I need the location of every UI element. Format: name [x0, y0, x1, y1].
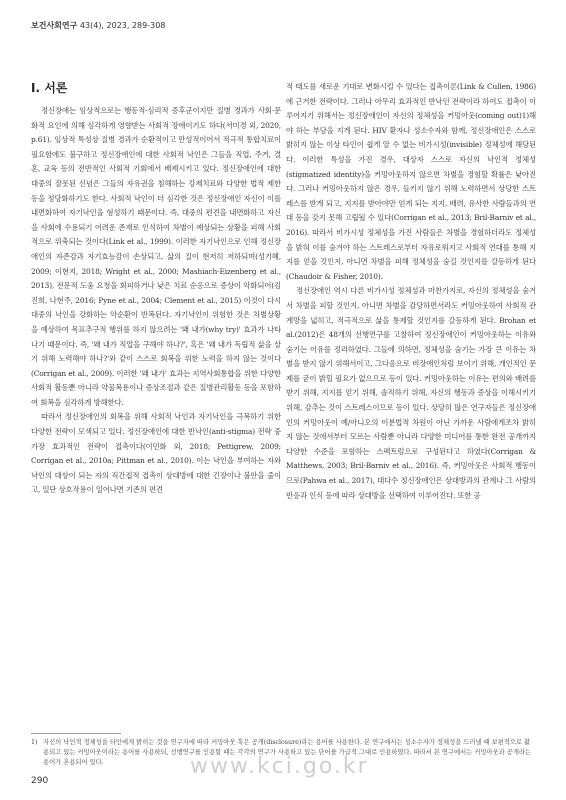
journal-name: 보건사회연구 — [31, 21, 78, 30]
section-title: Ⅰ. 서론 — [31, 81, 68, 95]
right-column — [286, 80, 536, 503]
paragraph: 적 태도를 새로운 기대로 변화시킬 수 있다는 접촉이론(Link & Cullen, 1986)에 근거한 전략이다. 그러나 아무리 효과적인 반낙인 전략이라 하여도 접촉이 이루어지기 위해서는 정신장애인이 자신의 정체성을 커밍아웃(coming out)1)해야 하는 부담을 지게 된다. HIV 환자나 성소수자와 함께, 정신장애인은 스스로 밝히지 않는 이상 타인이 쉽게 알 수 없는 비가시성(invisible) 정체성에 해당된다. 이러한 특성을 가진 경우, 대상자 스스로 자신의 낙인적 정체성(stigmatized identity)을 커밍아웃하지 않으면 차별을 경험할 확률은 낮아진다. 그러나 커밍아웃하지 않은 경우, 들키지 않기 위해 노력하면서 상당한 스트레스를 받게 되고, 지지를 받아야만 얻게 되는 지지, 배려, 유사한 사람들과의 연대 등을 갖지 못해 고립될 수 있다(Corrigan et al., 2013; Bril-Barniv et al., 2016). 따라서 비가시성 정체성을 가진 사람들은 차별을 경험하더라도 정체성을 밝혀 이를 숨겨야 하는 스트레스로부터 자유로워지고 사회적 연대를 통해 지지를 얻을 것인지, 아니면 차별을 피해 정체성을 숨길 것인지를 갈등하게 된다(Chaudoir & Fisher, 2010). — [286, 82, 536, 281]
paragraph: 정신장애는 임상적으로는 행동적·심리적 증후군이지만 질병 경과가 사회·문화적 요인에 의해 심각하게 영향받는 사회적 장애이기도 하다(서미경 외, 2020, p.61). 임상적 특성상 질병 경과가 순환적이고 만성적이어서 적극적 통합치료이 필요함에도 불구하고 정신장애인에 대한 사회적 낙인은 그들을 직업, 주거, 결혼, 교육 등의 전반적인 사회적 기회에서 배제시키고 있다. 정신장애인에 대한 대중의 잘못된 신념은 그들의 자유권을 침해하는 강제치료와 다양한 법적 제한 등을 정당화하기도 한다. 사회적 낙인이 더 심각한 것은 정신장애인 자신이 이를 내면화하여 자기낙인을 형성하기 때문이다. 즉, 대중의 편견을 내면화하고 자신을 사회에 수용되기 어려운 존재로 인식하여 차별이 예상되는 상황을 피해 사회적으로 위축되는 것이다(Link et al., 1999). 이러한 자기낙인으로 인해 정신장애인의 자존감과 자기효능감이 손상되고, 삶의 질이 현저히 저하되며(성기혜, 2009; 이현지, 2018; Wright et al., 2000; Mashiach-Eizenberg et al., 2013), 전문적 도움 요청을 회피하거나 낮은 치료 순응으로 증상이 악화되어(김진희, 나현주, 2016; Pyne et al., 2004; Clement et al., 2015) 이것이 다시 대중의 낙인을 강화하는 악순환이 반복된다. 자기낙인이 위험한 것은 차별상황을 예상하여 목표추구적 행위를 하지 않으려는 '왜 내가(why try)' 효과가 나타나기 때문이다. 즉, '왜 내가 직업을 구해야 하나?', 혹은 '왜 내가 독립적 삶을 살기 위해 노력해야 하나?'와 같이 스스로 회복을 위한 노력을 하지 않는 것이다(Corrigan et al., 2009). 이러한 '왜 내가' 효과는 지역사회통합을 위한 다양한 사회적 활동뿐 아니라 약물복용이나 증상조절과 같은 질병관리활동 등을 포함하여 회복을 심각하게 방해한다. — [31, 106, 281, 407]
footnote-divider — [31, 733, 121, 734]
footnote-number: 1) — [31, 739, 38, 746]
running-header — [31, 20, 165, 31]
journal-citation: 43(4), 2023, 289-308 — [79, 21, 166, 30]
footnote-text: 자신의 낙인적 정체성을 타인에게 밝히는 것을 연구자에 따라 커밍아웃 혹은 공개(disclosure)라는 용어를 사용한다. 본 연구에서는 성소수자가 정체성을 드러낼 때 보편적으로 활용되고 있는 커밍아웃이라는 용어를 사용하되, 선행연구를 인용할 때는 각각의 연구가 사용하고 있는 단어를 가급적 그대로 인용하였다. 따라서 본 연구에서는 커밍아웃과 공개라는 용어가 혼용되어 있다. — [43, 739, 532, 766]
paragraph: 따라서 정신장애인의 회복을 위해 사회적 낙인과 자기낙인을 극복하기 위한 다양한 전략이 모색되고 있다. 정신장애인에 대한 반낙인(anti-stigma) 전략 중 가장 효과적인 전략이 접촉이다(이민화 외, 2018; Pettigrew, 2009; Corrigan et al., 2010a; Pittman et al., 2010). 이는 낙인을 부여하는 자와 낙인의 대상이 되는 자의 직간접적 접촉이 상대방에 대한 긴장이나 불안을 줄이고, 일단 상호작용이 일어나면 기존의 편견 — [31, 412, 281, 495]
watermark: www.kci.go.kr — [190, 754, 369, 779]
paragraph: 정신장애인 역시 다른 비가시성 정체성과 마찬가지로, 자신의 정체성을 숨겨서 차별을 피할 것인지, 아니면 차별을 감당하면서라도 커밍아웃하여 사회적 관계망을 넓히고, 적극적으로 삶을 통제할 것인지를 갈등하게 된다. Brohan et al.(2012)은 48개의 선행연구를 고찰하여 정신장애인이 커밍아웃하는 이유와 숨기는 이유를 정리하였다. 그들에 의하면, 정체성을 숨기는 가장 큰 이유는 차별을 받지 않기 위해서이고, 그다음으로 비장애인처럼 보이기 위해, 개인적인 문제를 굳이 밝힐 필요가 없으므로 등이 있다. 커밍아웃하는 이유는 편의와 배려를 받기 위해, 지지를 얻기 위해, 솔직하기 위해, 자신의 행동과 증상을 이해시키기 위해, 감추는 것이 스트레스이므로 등이 있다. 상당히 많은 연구자들은 정신장애인의 커밍아웃이 예/아니오의 이분법적 차원이 아닌 가까운 사람에게조차 밝히지 않는 것에서부터 모르는 사람뿐 아니라 다양한 미디어를 통한 완전 공개까지 다양한 수준을 포함하는 스펙트럼으로 구성된다고 하였다(Corrigan & Matthews, 2003; Bril-Barniv et al., 2016). 즉, 커밍아웃은 사회적 행동이므로(Pahwa et al., 2017), 대다수 정신장애인은 상대방과의 관계나 그 사람의 반응과 인식 등에 따라 상대방을 선택하여 이루어진다. 또한 공 — [286, 286, 536, 500]
page-number: 290 — [31, 776, 49, 786]
left-column — [31, 104, 281, 498]
